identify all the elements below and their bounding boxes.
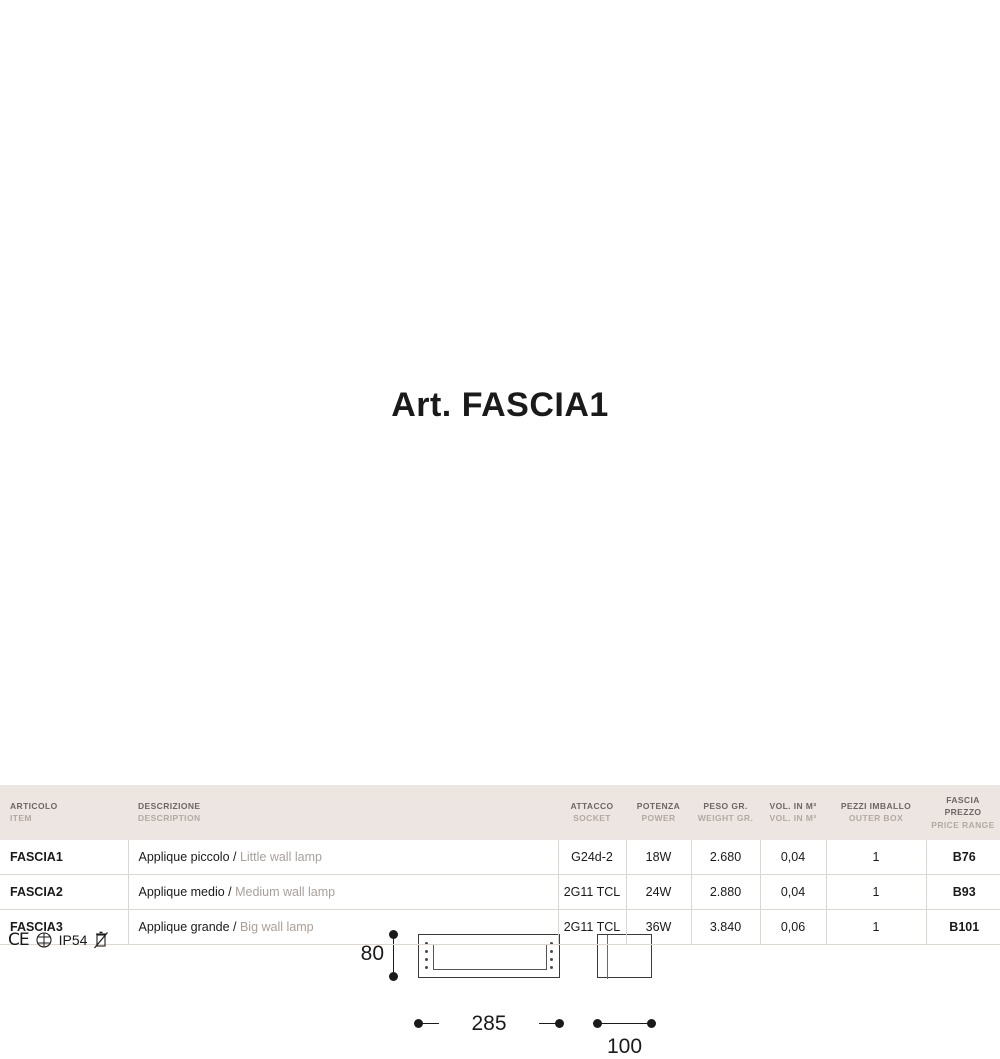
screw-icon [550, 966, 553, 969]
cell-volume: 0,04 [760, 840, 826, 875]
cell-socket: 2G11 TCL [558, 874, 626, 909]
column-header-weight-en: WEIGHT GR. [697, 813, 754, 824]
cell-volume: 0,04 [760, 874, 826, 909]
cell-power: 36W [626, 909, 691, 944]
column-header-price-range-en: PRICE RANGE [931, 819, 995, 830]
cell-description [128, 874, 558, 909]
column-header-price-range-it: FASCIA PREZZO [944, 795, 982, 818]
dimension-width-label: 285 [439, 1012, 539, 1036]
dimension-depth-line [597, 1023, 652, 1024]
dimension-height-cap-bottom [389, 972, 398, 981]
specification-table [0, 785, 1000, 945]
cell-description [128, 909, 558, 944]
cell-power: 18W [626, 840, 691, 875]
column-header-socket-en: SOCKET [573, 813, 611, 824]
cell-description-en: Little wall lamp [239, 849, 322, 864]
dimension-height-label: 80 [360, 942, 384, 965]
cell-item: FASCIA1 [0, 840, 128, 875]
column-header-socket-it: ATTACCO [570, 801, 614, 812]
column-header-item-en: ITEM [10, 813, 32, 824]
cell-description-it: Applique grande / [138, 919, 240, 934]
dimension-width-cap-right [555, 1019, 564, 1028]
column-header-item-it: ARTICOLO [10, 801, 58, 812]
screw-icon [550, 950, 553, 953]
cell-description-it: Applique medio / [138, 884, 236, 899]
cell-weight: 2.880 [691, 874, 760, 909]
class-ii-earth-icon [36, 932, 52, 948]
screw-icon [425, 950, 428, 953]
dimension-depth-cap-left [593, 1019, 602, 1028]
cell-outer-box: 1 [826, 840, 926, 875]
certification-footer [8, 930, 108, 950]
column-header-outer-box-it: PEZZI IMBALLO [840, 801, 912, 812]
specification-table-wrapper [0, 785, 1000, 945]
column-header-power-en: POWER [641, 813, 676, 824]
screw-icon [550, 958, 553, 961]
column-header-price-range [926, 785, 1000, 840]
table-row [0, 840, 1000, 875]
table-row [0, 909, 1000, 944]
column-header-item [0, 785, 128, 840]
cell-weight: 2.680 [691, 840, 760, 875]
screw-icon [425, 966, 428, 969]
column-header-outer-box [826, 785, 926, 840]
cell-description-en: Medium wall lamp [235, 884, 336, 899]
column-header-power [626, 785, 691, 840]
cell-outer-box: 1 [826, 909, 926, 944]
column-header-power-it: POTENZA [636, 801, 681, 812]
screw-icon [425, 958, 428, 961]
cell-description-en: Big wall lamp [239, 919, 314, 934]
ip-rating-label: IP54 [58, 932, 88, 948]
ce-mark-icon: CE [8, 930, 29, 950]
cell-volume: 0,06 [760, 909, 826, 944]
cell-price-range: B101 [926, 909, 1000, 944]
dimension-width-cap-left [414, 1019, 423, 1028]
column-header-socket [558, 785, 626, 840]
cell-outer-box: 1 [826, 874, 926, 909]
table-row [0, 874, 1000, 909]
cell-price-range: B93 [926, 874, 1000, 909]
cell-description [128, 840, 558, 875]
dimension-depth-label: 100 [606, 1035, 643, 1058]
cell-socket: G24d-2 [558, 840, 626, 875]
crossed-out-wheelie-bin-icon [94, 931, 108, 949]
table-header-row [0, 785, 1000, 840]
cell-item: FASCIA2 [0, 874, 128, 909]
cell-price-range: B76 [926, 840, 1000, 875]
column-header-volume [760, 785, 826, 840]
column-header-description-en: DESCRIPTION [138, 813, 201, 824]
dimension-depth-cap-right [647, 1019, 656, 1028]
column-header-weight-it: PESO GR. [703, 801, 748, 812]
cell-description-it: Applique piccolo / [138, 849, 240, 864]
column-header-outer-box-en: OUTER BOX [848, 813, 904, 824]
column-header-description [128, 785, 558, 840]
column-header-weight [691, 785, 760, 840]
cell-item: FASCIA3 [0, 909, 128, 944]
column-header-volume-en: VOL. IN M³ [769, 813, 817, 824]
page-title: Art. FASCIA1 [391, 386, 609, 424]
cell-power: 24W [626, 874, 691, 909]
column-header-description-it: DESCRIZIONE [138, 801, 201, 812]
cell-weight: 3.840 [691, 909, 760, 944]
front-view-inner-panel [433, 944, 547, 970]
column-header-volume-it: VOL. IN M³ [769, 801, 817, 812]
cell-socket: 2G11 TCL [558, 909, 626, 944]
